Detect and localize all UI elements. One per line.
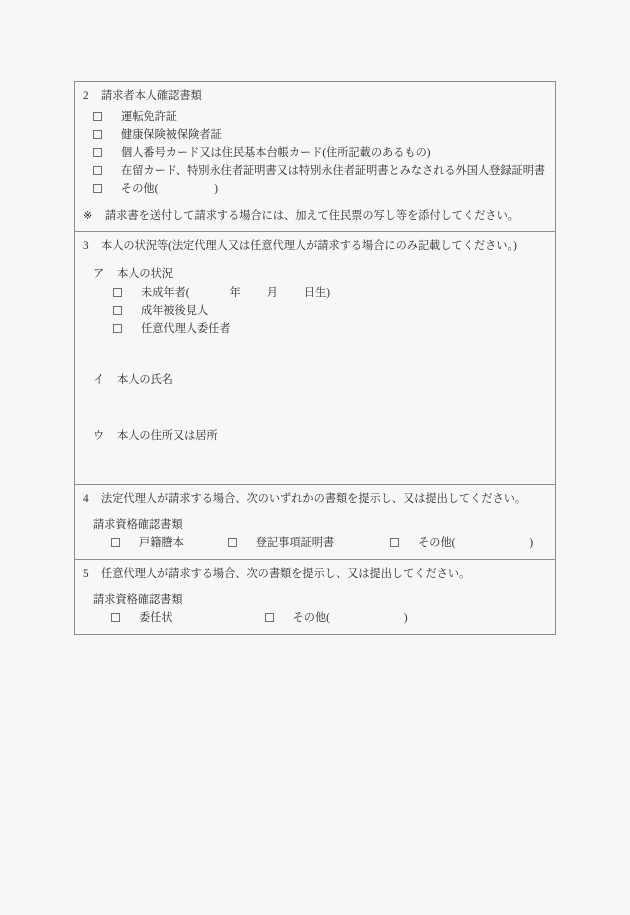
checkbox-row[interactable] (111, 610, 173, 626)
checkbox-row[interactable] (113, 320, 555, 338)
checkbox-label: 健康保険被保険者証 (121, 129, 222, 141)
section-heading (75, 560, 555, 586)
section-number: 5 (83, 568, 89, 580)
checkbox-icon[interactable] (390, 538, 399, 547)
birth-year-unit: 年 (229, 287, 241, 299)
section-heading (75, 82, 555, 108)
checkbox-row[interactable] (113, 302, 555, 320)
other-close-paren: ) (529, 537, 534, 549)
checkbox-row-minor[interactable] (113, 284, 555, 302)
subsection-marker: ウ (93, 430, 105, 442)
checkbox-icon[interactable] (93, 130, 102, 139)
section-title: 法定代理人が請求する場合、次のいずれかの書類を提示し、又は提出してください。 (101, 493, 527, 505)
checkbox-label: 成年被後見人 (141, 305, 209, 317)
section-statutory-agent (75, 485, 555, 560)
checkbox-row[interactable] (93, 108, 555, 126)
checkbox-label: 委任状 (139, 612, 173, 624)
section-voluntary-agent (75, 560, 555, 634)
checkbox-row-other[interactable] (265, 610, 408, 626)
subsection-marker: ア (93, 268, 105, 280)
note-text: 請求書を送付して請求する場合には、加えて住民票の写し等を添付してください。 (105, 210, 519, 222)
other-close-paren: ) (403, 612, 408, 624)
subsection-label: 本人の住所又は居所 (117, 430, 218, 442)
checkbox-icon[interactable] (93, 184, 102, 193)
subsection-heading (93, 428, 555, 444)
checkbox-icon[interactable] (113, 288, 122, 297)
checkbox-row-other[interactable] (390, 535, 533, 551)
voluntary-agent-options (75, 608, 555, 634)
spacer (75, 338, 555, 372)
section-title: 本人の状況等(法定代理人又は任意代理人が請求する場合にのみ記載してください。) (101, 240, 517, 252)
section-number: 4 (83, 493, 89, 505)
checkbox-row[interactable] (93, 144, 555, 162)
note-mark-icon: ※ (83, 210, 93, 222)
checkbox-label: 戸籍謄本 (139, 537, 184, 549)
checkbox-label-other: その他( (418, 537, 456, 549)
form-table (74, 81, 556, 635)
note-mail-request (75, 204, 555, 231)
checkbox-row[interactable] (228, 535, 334, 551)
checkbox-row-other[interactable] (93, 180, 555, 198)
checkbox-label: 在留カード、特別永住者証明書又は特別永住者証明書とみなされる外国人登録証明書 (121, 165, 546, 177)
section-number: 3 (83, 240, 89, 252)
checkbox-icon[interactable] (113, 324, 122, 333)
subsection-label: 本人の状況 (117, 268, 173, 280)
checkbox-row[interactable] (93, 162, 555, 180)
section-heading (75, 485, 555, 511)
checkbox-icon[interactable] (93, 148, 102, 157)
subsection-marker: イ (93, 374, 105, 386)
section-number: 2 (83, 90, 89, 102)
checkbox-label: 任意代理人委任者 (141, 323, 231, 335)
spacer (75, 258, 555, 266)
checkbox-label: 個人番号カード又は住民基本台帳カード(住所記載のあるもの) (121, 147, 431, 159)
documents-label: 請求資格確認書類 (93, 519, 183, 531)
section-principal-status (75, 232, 555, 485)
identity-checkbox-list (75, 108, 555, 204)
checkbox-label: 運転免許証 (121, 111, 177, 123)
checkbox-row[interactable] (111, 535, 184, 551)
principal-address-write-in-area[interactable] (93, 444, 555, 484)
section-identity-documents (75, 82, 555, 232)
subsection-principal-address (75, 428, 555, 484)
subsection-principal-condition (75, 266, 555, 338)
checkbox-icon[interactable] (228, 538, 237, 547)
checkbox-icon[interactable] (111, 613, 120, 622)
checkbox-icon[interactable] (265, 613, 274, 622)
checkbox-icon[interactable] (93, 166, 102, 175)
birth-month-unit: 月 (266, 287, 278, 299)
principal-condition-checkbox-list (93, 282, 555, 338)
checkbox-icon[interactable] (93, 112, 102, 121)
checkbox-icon[interactable] (113, 306, 122, 315)
subsection-label: 本人の氏名 (117, 374, 173, 386)
section-title: 請求者本人確認書類 (101, 90, 202, 102)
checkbox-label-other: その他( (121, 183, 159, 195)
checkbox-label-other: その他( (292, 612, 330, 624)
other-close-paren: ) (214, 183, 219, 195)
subsection-principal-name (75, 372, 555, 428)
section-heading (75, 232, 555, 258)
subsection-heading (93, 266, 555, 282)
section-title: 任意代理人が請求する場合、次の書類を提示し、又は提出してください。 (101, 568, 471, 580)
checkbox-row[interactable] (93, 126, 555, 144)
principal-name-write-in-area[interactable] (93, 388, 555, 428)
checkbox-label: 登記事項証明書 (255, 537, 335, 549)
birth-day-unit: 日生) (303, 287, 330, 299)
statutory-agent-options (75, 533, 555, 559)
checkbox-icon[interactable] (111, 538, 120, 547)
subsection-heading (93, 372, 555, 388)
documents-label: 請求資格確認書類 (93, 594, 183, 606)
checkbox-label-minor: 未成年者( (141, 287, 190, 299)
